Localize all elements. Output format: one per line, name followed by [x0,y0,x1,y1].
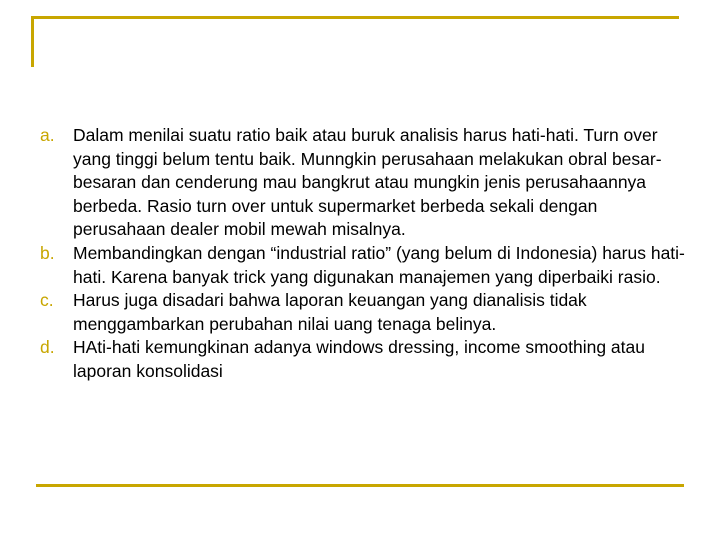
list-item-d [40,336,690,383]
list-marker: a. [40,125,55,145]
list-item-c [40,289,690,336]
list-marker: d. [40,337,55,358]
list-marker: c. [40,290,54,311]
list-item-a [40,124,690,242]
frame-bottom-rule [36,484,684,487]
list-item-b [40,242,690,289]
list-marker: b. [40,242,55,263]
list-item-text: Harus juga disadari bahwa laporan keuangan yang dianalisis tidak menggambarkan perubahan nilai uang tenaga belinya. [73,290,587,334]
frame-top-rule [31,16,679,19]
list-item-text: Dalam menilai suatu ratio baik atau buruk analisis harus hati-hati. Turn over yang tinggi belum tentu baik. Munngkin perusahaan melakukan obral besar-besaran dan cenderung mau bangkrut atau mungkin jenis perusahaannya berbeda. Rasio turn over untuk supermarket berbeda sekali dengan perusahaan dealer mobil mewah misalnya. [73,125,662,240]
list-item-text: Membandingkan dengan “industrial ratio” (yang belum di Indonesia) harus hati-hati. Karena banyak trick yang digunakan manajemen yang diperbaiki rasio. [73,242,685,287]
frame-left-rule [31,16,34,67]
content-list [40,124,690,384]
list-item-text: HAti-hati kemungkinan adanya windows dressing, income smoothing atau laporan konsolidasi [73,337,645,381]
